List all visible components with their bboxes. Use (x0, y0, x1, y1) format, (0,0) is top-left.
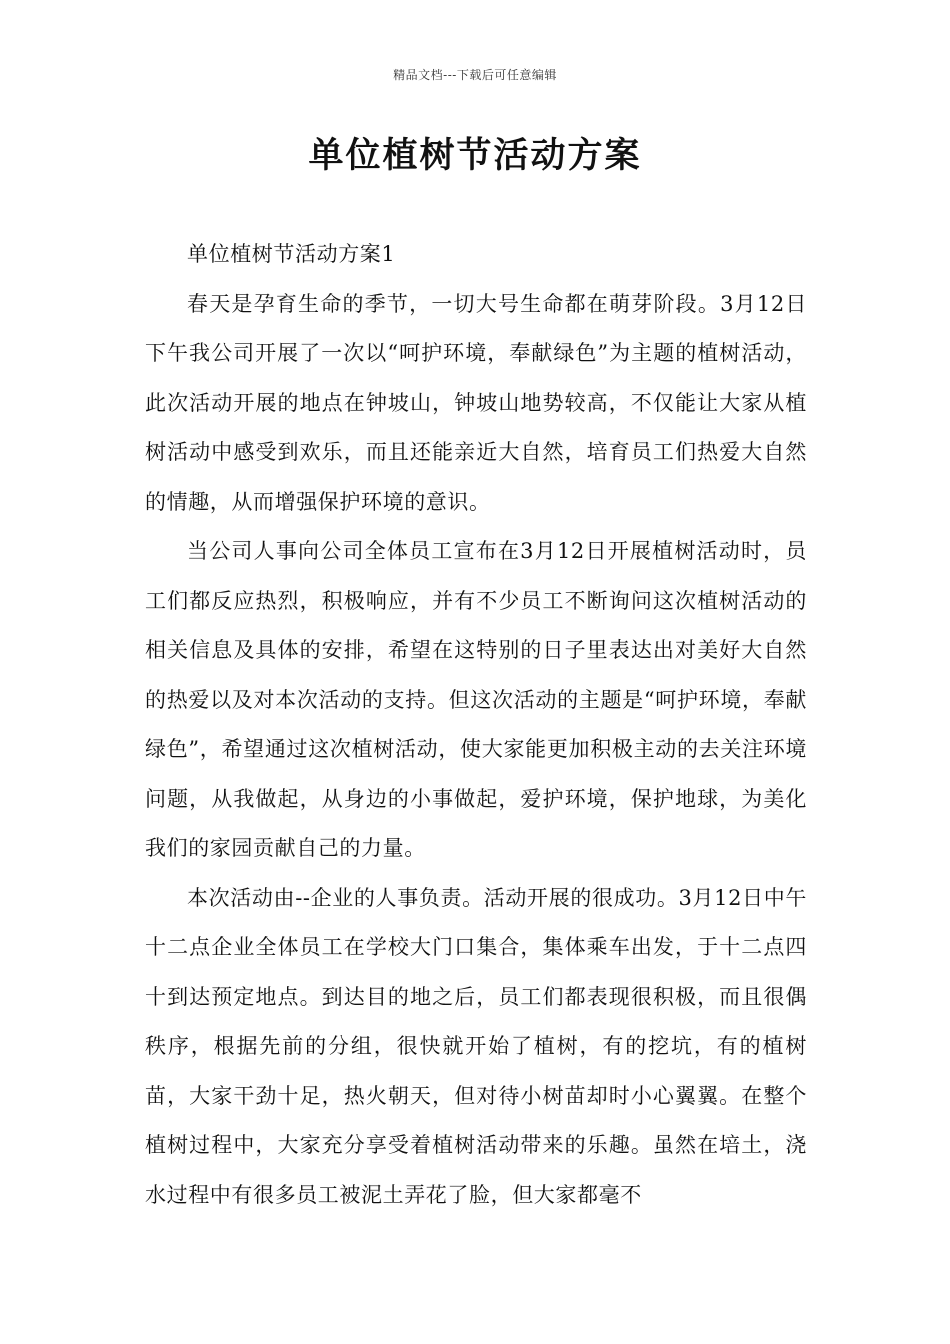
header-note: 精品文档---下载后可任意编辑 (393, 68, 557, 82)
document-title: 单位植树节活动方案 (308, 135, 642, 176)
paragraph-1: 春天是孕育生命的季节，一切大号生命都在萌芽阶段。3月12日下午我公司开展了一次以“呵护环境，奉献绿色”为主题的植树活动，此次活动开展的地点在钟坡山，钟坡山地势较高，不仅能让大家从植树活动中感受到欢乐，而且还能亲近大自然，培育员工们热爱大自然的情趣，从而增强保护环境的意识。 (145, 291, 807, 514)
document-body (145, 230, 807, 1220)
paragraph-3: 本次活动由--企业的人事负责。活动开展的很成功。3月12日中午十二点企业全体员工在学校大门口集合，集体乘车出发，于十二点四十到达预定地点。到达目的地之后，员工们都表现很积极，而且很偶秩序，根据先前的分组，很快就开始了植树，有的挖坑，有的植树苗，大家干劲十足，热火朝天，但对待小树苗却时小心翼翼。在整个植树过程中，大家充分享受着植树活动带来的乐趣。虽然在培土，浇水过程中有很多员工被泥土弄花了脸，但大家都毫不 (145, 885, 807, 1207)
section-heading: 单位植树节活动方案1 (187, 242, 396, 266)
paragraph-2: 当公司人事向公司全体员工宣布在3月12日开展植树活动时，员工们都反应热烈，积极响应，并有不少员工不断询问这次植树活动的相关信息及具体的安排，希望在这特别的日子里表达出对美好大自然的热爱以及对本次活动的支持。但这次活动的主题是“呵护环境，奉献绿色”，希望通过这次植树活动，使大家能更加积极主动的去关注环境问题，从我做起，从身边的小事做起，爱护环境，保护地球，为美化我们的家园贡献自己的力量。 (145, 539, 807, 860)
